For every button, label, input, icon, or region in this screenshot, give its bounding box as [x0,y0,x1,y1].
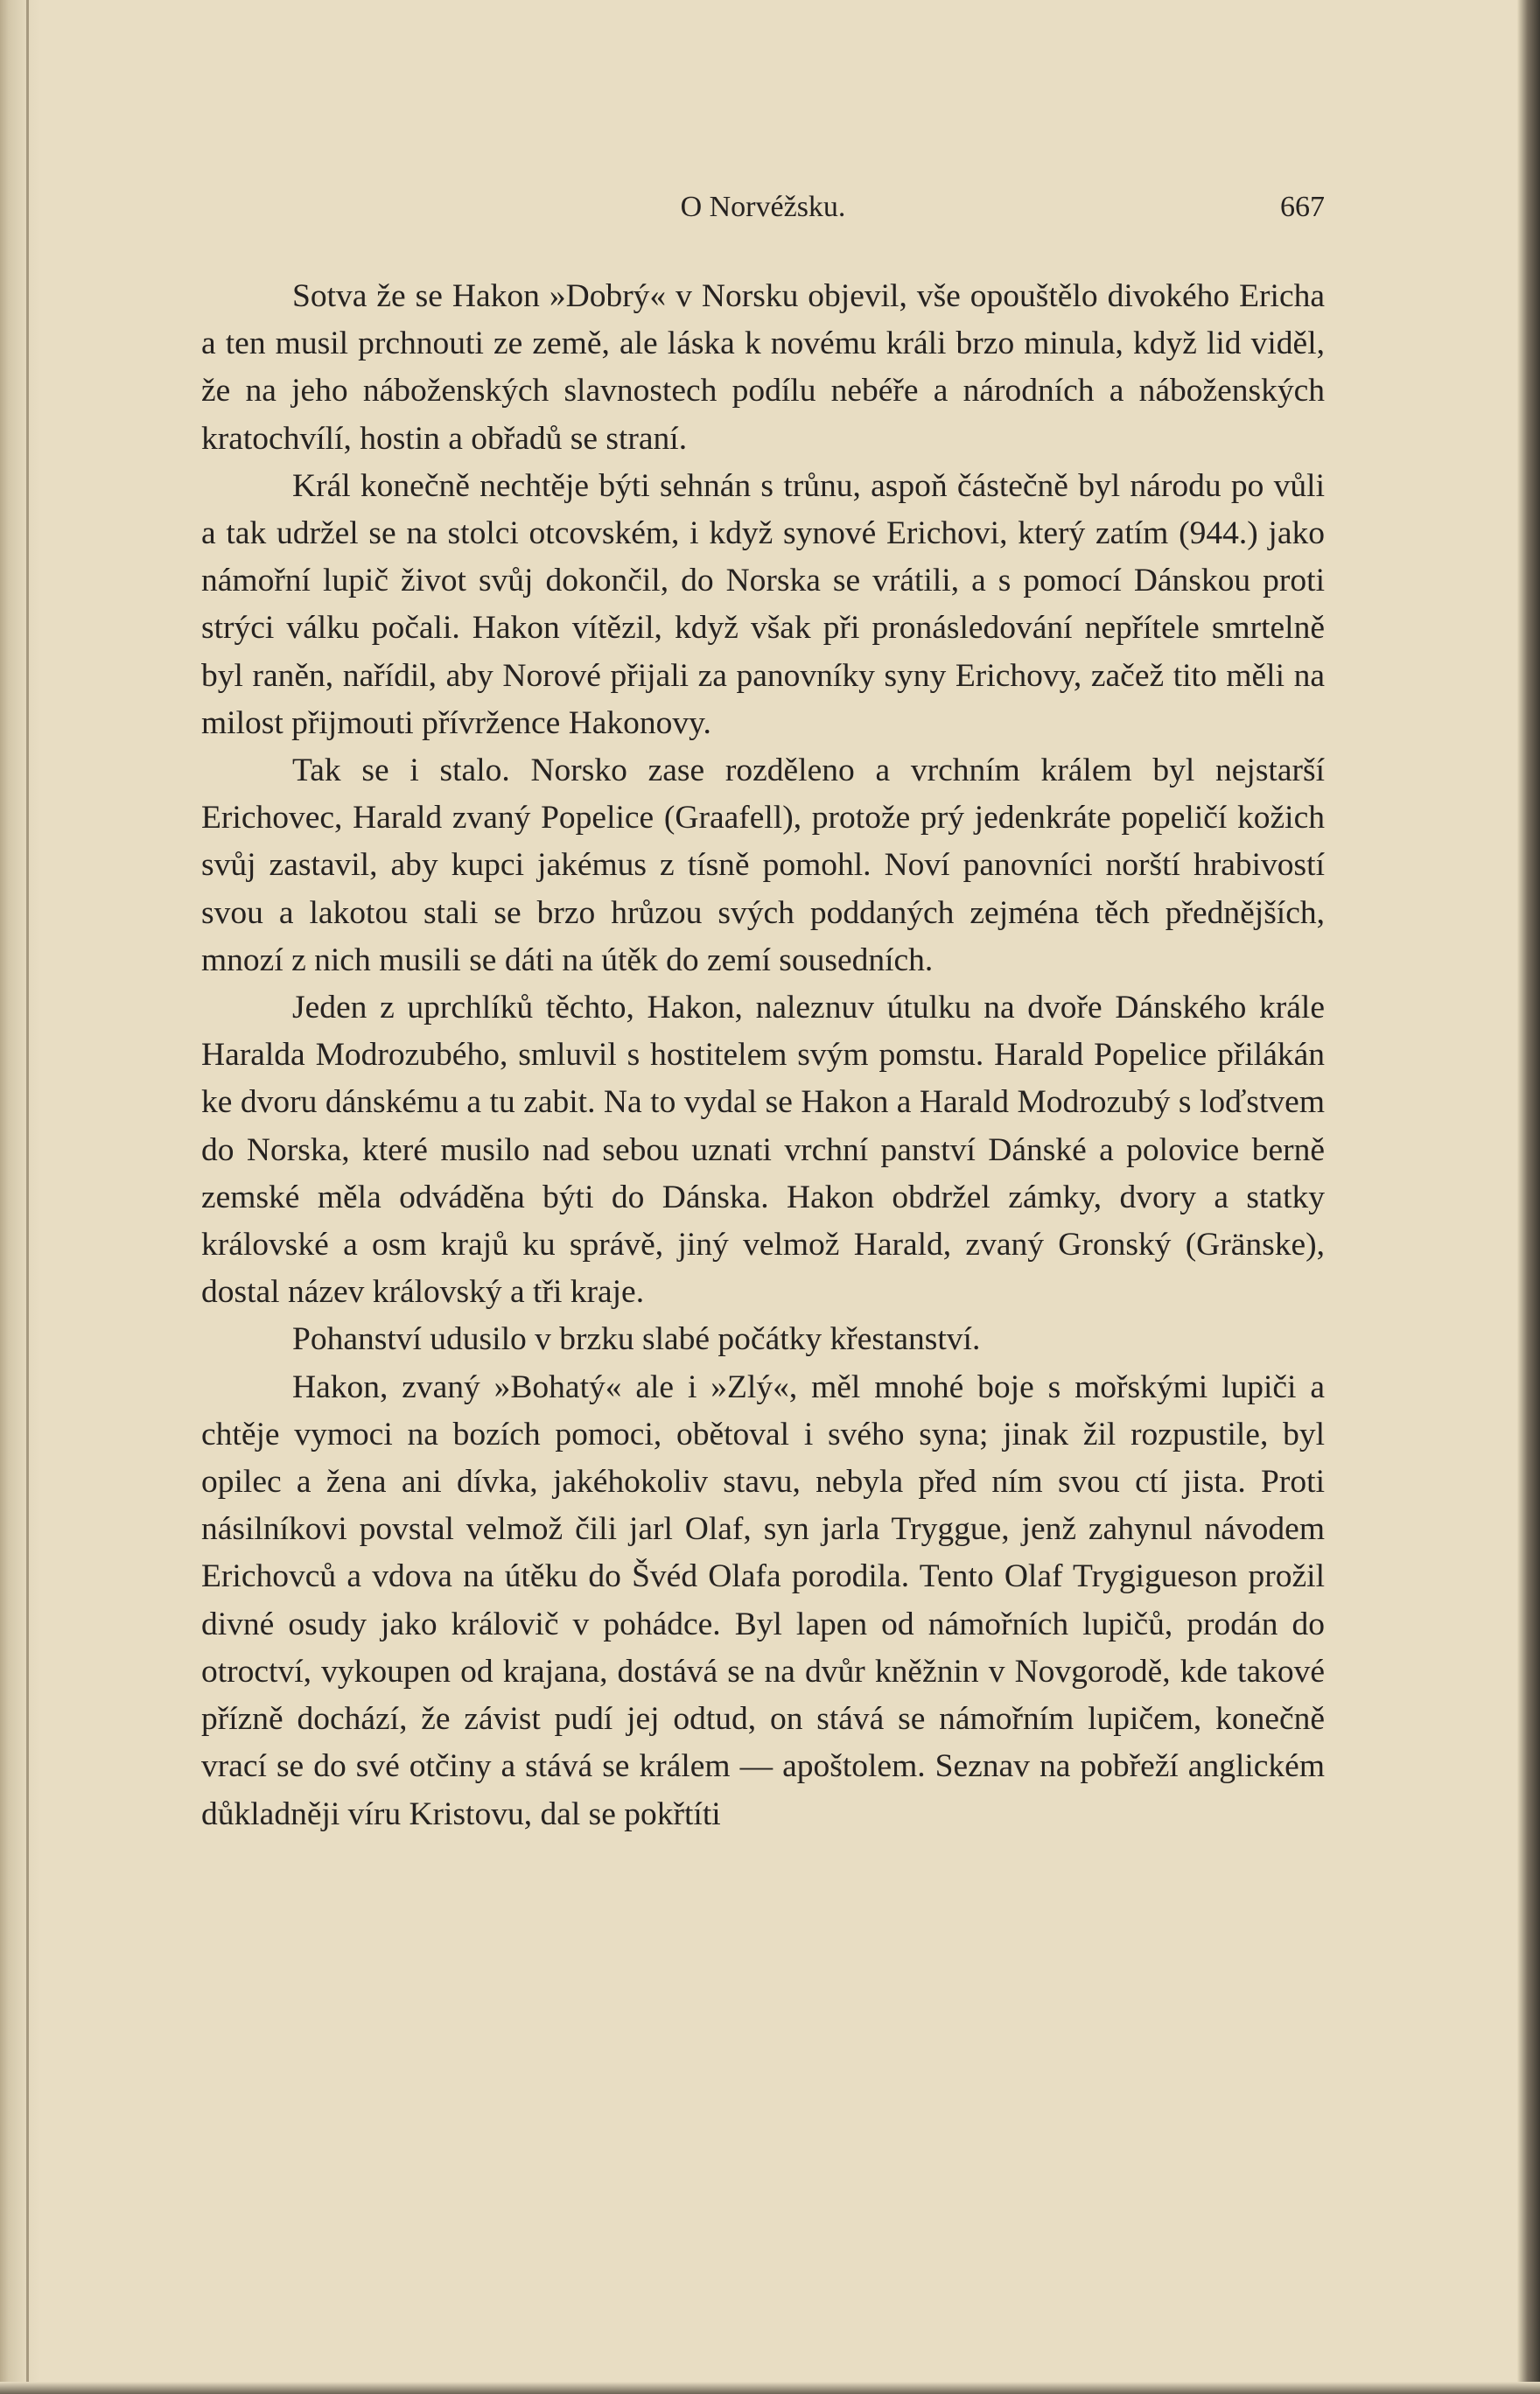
gutter-line [26,0,29,2394]
paragraph: Tak se i stalo. Norsko zase rozděleno a vrchním králem byl nejstarší Erichovec, Harald zvaný Popelice (Graafell), protože prý jedenkráte popeličí kožich svůj zastavil, aby kupci jakémus z tísně pomohl. Noví panovníci norští hrabivostí svou a lakotou stali se brzo hrůzou svých poddaných zejména těch přednějších, mnozí z nich musili se dáti na útěk do zemí sousedních. [201,752,1325,978]
running-head [201,186,1325,234]
body-text [201,273,1325,1838]
running-title: O Norvéžsku. [680,191,846,223]
paragraph: Pohanství udusilo v brzku slabé počátky křestanství. [292,1321,981,1358]
binding-edge [0,0,40,2394]
page-edge-bottom [0,2382,1540,2394]
page-content [201,186,1325,1838]
paragraph: Hakon, zvaný »Bohatý« ale i »Zlý«, měl mnohé boje s mořskými lupiči a chtěje vymoci na bozích pomoci, obětoval i svého syna; jinak žil rozpustile, byl opilec a žena ani dívka, jakéhokoliv stavu, nebyla před ním svou ctí jista. Proti násilníkovi povstal velmož čili jarl Olaf, syn jarla Tryggue, jenž zahynul návodem Erichovců a vdova na útěku do Švéd Olafa porodila. Tento Olaf Trygigueson prožil divné osudy jako královič v pohádce. Byl lapen od námořních lupičů, prodán do otroctví, vykoupen od krajana, dostává se na dvůr kněžnin v Novgorodě, kde takové přízně dochází, že závist pudí jej odtud, on stává se námořním lupičem, konečně vrací se do své otčiny a stává se králem — apoštolem. Seznav na pobřeží anglickém důkladněji víru Kristovu, dal se pokřtíti [201,1368,1325,1832]
paragraph: Jeden z uprchlíků těchto, Hakon, naleznuv útulku na dvoře Dánského krále Haralda Modrozubého, smluvil s hostitelem svým pomstu. Harald Popelice přilákán ke dvoru dánskému a tu zabit. Na to vydal se Hakon a Harald Modrozubý s loďstvem do Norska, které musilo nad sebou uznati vrchní panství Dánské a polovice berně zemské měla odváděna býti do Dánska. Hakon obdržel zámky, dvory a statky královské a osm krajů ku správě, jiný velmož Harald, zvaný Gronský (Gränske), dostal název královský a tři kraje. [201,990,1325,1311]
page-edge-right [1517,0,1540,2394]
paragraph: Král konečně nechtěje býti sehnán s trůnu, aspoň částečně byl národu po vůli a tak udržel se na stolci otcovském, i když synové Erichovi, který zatím (944.) jako námořní lupič život svůj dokončil, do Norska se vrátili, a s pomocí Dánskou proti strýci válku počali. Hakon vítězil, když však při pronásledování nepřítele smrtelně byl raněn, nařídil, aby Norové přijali za panovníky syny Erichovy, začež tito měli na milost přijmouti přívržence Hakonovy. [201,467,1325,741]
page-number: 667 [1280,191,1325,223]
paragraph: Sotva že se Hakon »Dobrý« v Norsku objevil, vše opouštělo divokého Ericha a ten musil prchnouti ze země, ale láska k novému králi brzo minula, když lid viděl, že na jeho náboženských slavnostech podílu nebéře a národních a náboženských kratochvílí, hostin a obřadů se straní. [201,278,1325,457]
